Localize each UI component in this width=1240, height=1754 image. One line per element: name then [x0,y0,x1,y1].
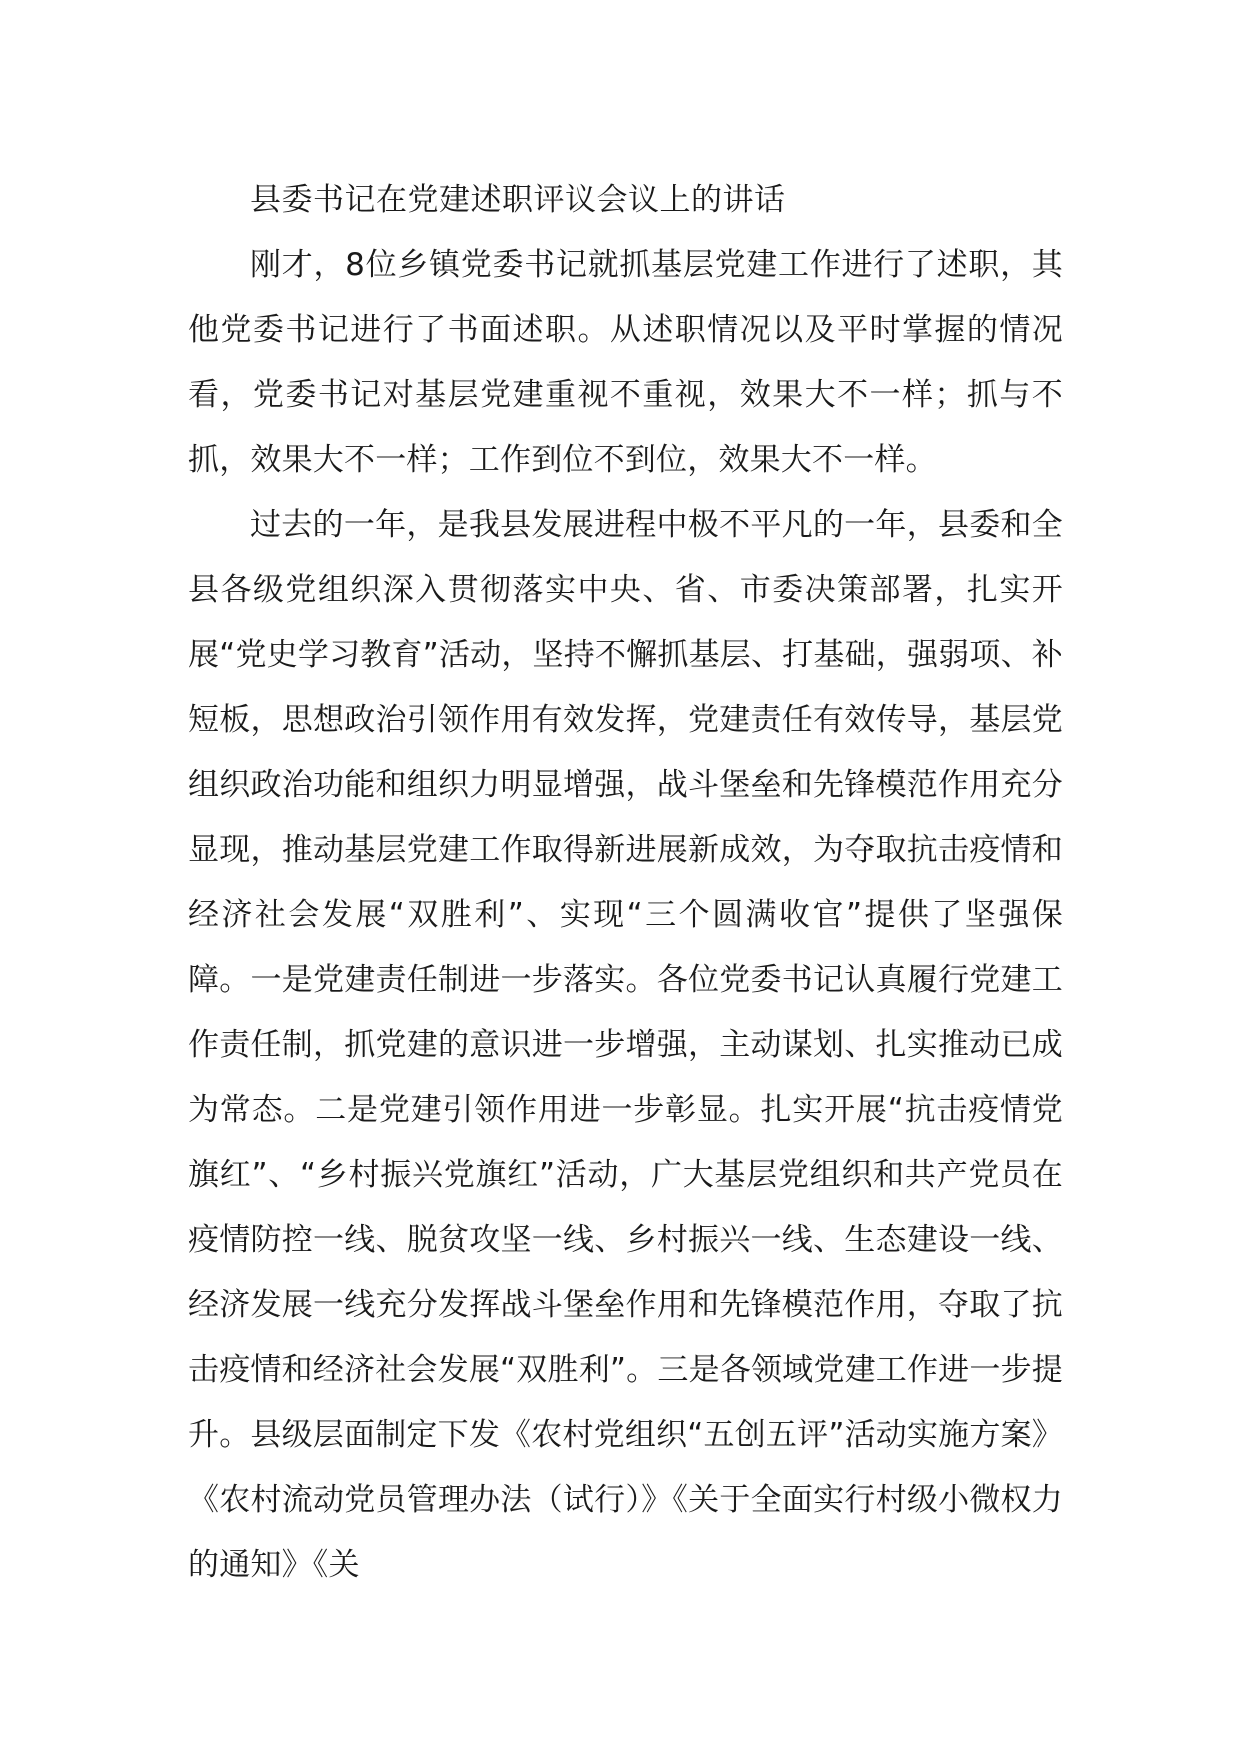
document-body [188,168,1063,1598]
document-title: 县委书记在党建述职评议会议上的讲话 [250,182,786,218]
paragraph-2: 过去的一年，是我县发展进程中极不平凡的一年，县委和全县各级党组织深入贯彻落实中央、省、市委决策部署，扎实开展“党史学习教育”活动，坚持不懈抓基层、打基础，强弱项、补短板，思想政治引领作用有效发挥，党建责任有效传导，基层党组织政治功能和组织力明显增强，战斗堡垒和先锋模范作用充分显现，推动基层党建工作取得新进展新成效，为夺取抗击疫情和经济社会发展“双胜利”、实现“三个圆满收官”提供了坚强保障。一是党建责任制进一步落实。各位党委书记认真履行党建工作责任制，抓党建的意识进一步增强，主动谋划、扎实推动已成为常态。二是党建引领作用进一步彰显。扎实开展“抗击疫情党旗红”、“乡村振兴党旗红”活动，广大基层党组织和共产党员在疫情防控一线、脱贫攻坚一线、乡村振兴一线、生态建设一线、经济发展一线充分发挥战斗堡垒作用和先锋模范作用，夺取了抗击疫情和经济社会发展“双胜利”。三是各领域党建工作进一步提升。县级层面制定下发《农村党组织“五创五评”活动实施方案》《农村流动党员管理办法（试行）》《关于全面实行村级小微权力的通知》《关 [188,507,1063,1583]
paragraph-1: 刚才，8位乡镇党委书记就抓基层党建工作进行了述职，其他党委书记进行了书面述职。从述职情况以及平时掌握的情况看，党委书记对基层党建重视不重视，效果大不一样；抓与不抓，效果大不一样；工作到位不到位，效果大不一样。 [188,247,1063,478]
